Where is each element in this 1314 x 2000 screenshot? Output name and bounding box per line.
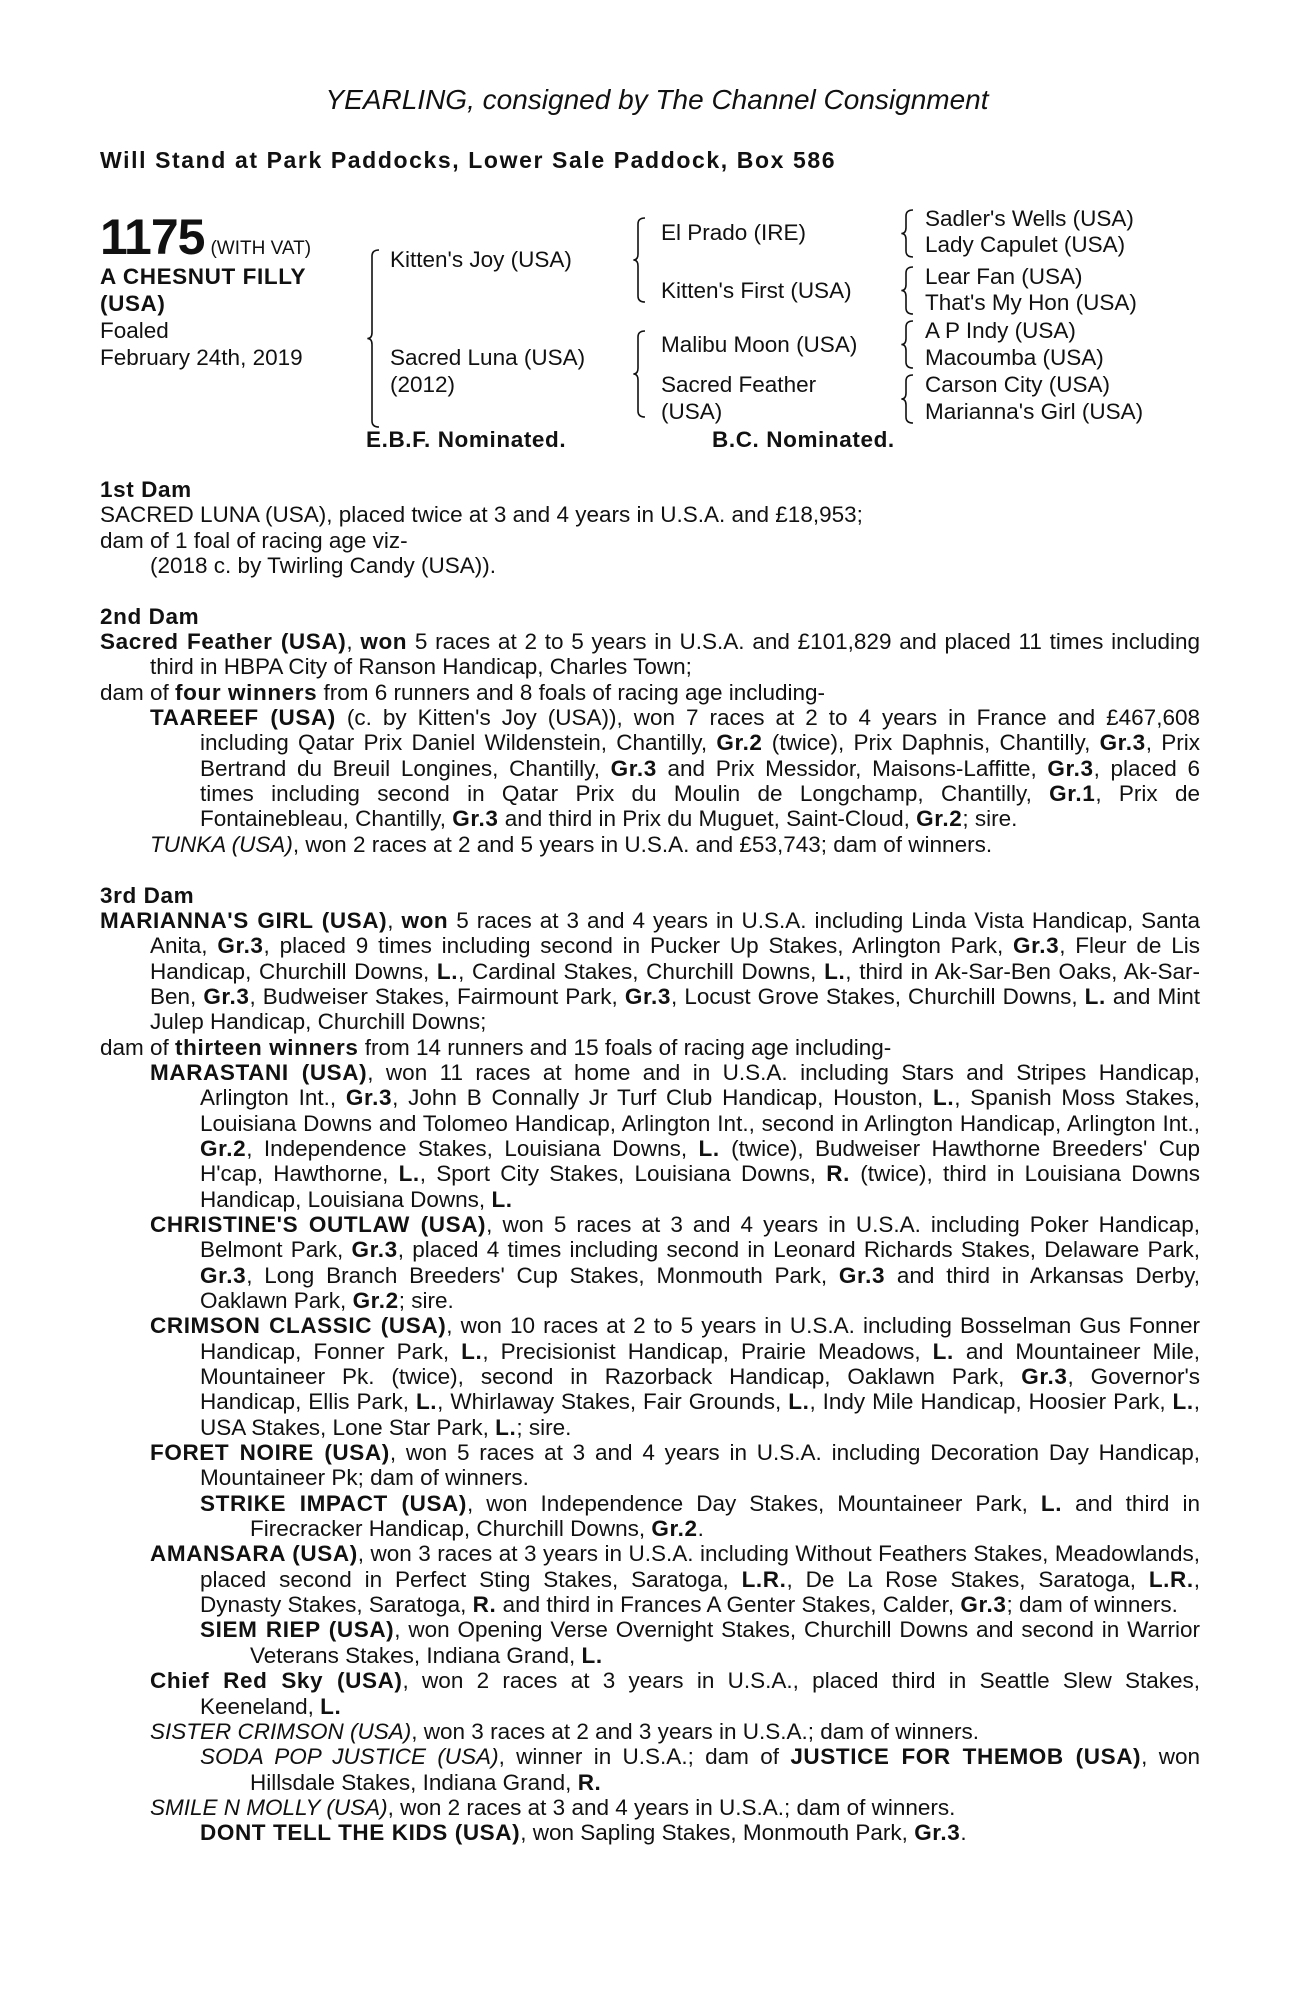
text: , won Independence Day Stakes, Mountaineer Park, [467, 1490, 1041, 1516]
bold-text: Gr.3 [1047, 755, 1094, 781]
italic-text: SODA POP JUSTICE (USA) [200, 1744, 499, 1770]
race-record-paragraph [100, 832, 1200, 857]
italic-text: SISTER CRIMSON (USA) [150, 1718, 412, 1744]
text: , [387, 907, 402, 933]
text: from 14 runners and 15 foals of racing age including- [358, 1034, 892, 1060]
bold-text: L. [1172, 1389, 1194, 1415]
text: (twice), Budweiser Hawthorne Breeders' Cup H'cap, Hawthorne, [200, 1135, 1200, 1187]
text: , placed 4 times including second in Leonard Richards Stakes, Delaware Park, [397, 1237, 1200, 1263]
text: ; sire. [398, 1288, 454, 1313]
bold-text: L. [398, 1161, 420, 1187]
stand-location: Will Stand at Park Paddocks, Lower Sale Paddock, Box 586 [100, 147, 837, 173]
bold-text: L. [415, 1389, 438, 1415]
dam-dam-origin: (USA) [661, 399, 723, 424]
text: SACRED LUNA (USA), placed twice at 3 and 4 years in U.S.A. and £18,953; [100, 502, 863, 528]
dam-dam: Sacred Feather [661, 372, 817, 397]
text: (twice), third in Louisiana Downs Handicap, Louisiana Downs, [200, 1161, 1200, 1212]
text: from 6 runners and 8 foals of racing age including- [317, 679, 826, 705]
bold-text: won [401, 907, 449, 933]
g3-ancestor: A P Indy (USA) [925, 318, 1076, 343]
brace-icon [367, 250, 379, 427]
text: , Locust Grove Stakes, Churchill Downs, [671, 983, 1085, 1009]
text: ; dam of winners. [1006, 1592, 1178, 1618]
text: , won 11 races at home and in U.S.A. including Stars and Stripes Handicap, Arlington Int., [200, 1059, 1201, 1111]
bold-text: Gr.3 [200, 1262, 247, 1288]
section-heading: 2nd Dam [100, 603, 200, 629]
bold-text: Gr.3 [1013, 933, 1060, 959]
brace-icon [633, 331, 645, 417]
bold-text: Gr.1 [1049, 781, 1096, 807]
g3-ancestor: Lady Capulet (USA) [925, 232, 1126, 257]
bold-text: L. [495, 1414, 517, 1440]
race-record-paragraph [100, 528, 1200, 553]
text: and third in Firecracker Handicap, Churchill Downs, [250, 1490, 1200, 1542]
text: and third in Prix du Muguet, Saint-Cloud, [498, 806, 917, 832]
race-record-paragraph [100, 1313, 1200, 1440]
race-record-paragraph [100, 1212, 1200, 1313]
bold-text: L. [933, 1085, 955, 1111]
bold-text: MARASTANI (USA) [150, 1059, 368, 1085]
bold-text: DONT TELL THE KIDS (USA) [200, 1820, 521, 1846]
g3-ancestor: Macoumba (USA) [925, 345, 1104, 370]
bold-text: L. [1084, 983, 1106, 1009]
foaled-date: February 24th, 2019 [100, 345, 303, 370]
text: , Independence Stakes, Louisiana Downs, [246, 1135, 699, 1161]
text: , Dynasty Stakes, Saratoga, [200, 1566, 1200, 1618]
text: , won Hillsdale Stakes, Indiana Grand, [250, 1744, 1200, 1795]
brace-icon [901, 375, 913, 423]
text: , De La Rose Stakes, Saratoga, [786, 1566, 1149, 1592]
race-record-paragraph [100, 629, 1200, 680]
bold-text: Gr.3 [452, 806, 499, 832]
bold-text: L. [788, 1389, 810, 1415]
bold-text: AMANSARA (USA) [150, 1541, 358, 1567]
text: and Mint Julep Handicap, Churchill Downs; [150, 983, 1200, 1035]
text: and Prix Messidor, Maisons-Laffitte, [656, 755, 1048, 781]
brace-icon [633, 218, 645, 302]
text: . [697, 1516, 704, 1542]
text: , Whirlaway Stakes, Fair Grounds, [437, 1389, 789, 1415]
italic-text: TUNKA (USA) [150, 831, 293, 857]
bold-text: Gr.3 [203, 983, 250, 1009]
lot-description: A CHESNUT FILLY [100, 264, 307, 289]
sire-sire: El Prado (IRE) [661, 220, 807, 245]
text: , Prix de Fontainebleau, Chantilly, [200, 781, 1200, 832]
bold-text: FORET NOIRE (USA) [150, 1440, 390, 1466]
bold-text: L. [932, 1338, 954, 1364]
text: , won 10 races at 2 to 5 years in U.S.A. including Bosselman Gus Fonner Handicap, Fonner Park, [200, 1313, 1200, 1364]
bold-text: L.R. [741, 1566, 787, 1592]
text: , won 3 races at 3 years in U.S.A. including Without Feathers Stakes, Meadowlands, placed second in Perfect Sting Stakes, Saratoga, [200, 1541, 1200, 1592]
bold-text: L. [461, 1338, 483, 1364]
race-record-paragraph [100, 1820, 1200, 1845]
bold-text: L. [581, 1642, 603, 1668]
dam-sections [100, 477, 1200, 1871]
bold-text: Gr.2 [200, 1135, 247, 1161]
text: ; sire. [962, 806, 1018, 832]
text: dam of [100, 679, 176, 705]
foaled-label: Foaled [100, 318, 169, 343]
brace-icon [901, 210, 913, 257]
text: , won Sapling Stakes, Monmouth Park, [520, 1820, 915, 1846]
dam-section [100, 477, 1200, 578]
bold-text: MARIANNA'S GIRL (USA) [100, 907, 388, 933]
dam-section [100, 604, 1200, 857]
text: , won 5 races at 3 and 4 years in U.S.A. including Decoration Day Handicap, Mountaineer Pk; dam of winners. [200, 1440, 1200, 1491]
race-record-paragraph [100, 553, 1200, 578]
race-record-paragraph [100, 1668, 1200, 1719]
bold-text: thirteen winners [175, 1034, 359, 1060]
text: , placed 9 times including second in Pucker Up Stakes, Arlington Park, [263, 933, 1014, 959]
ebf-nominated: E.B.F. Nominated. [366, 427, 567, 452]
text: , placed 6 times including second in Qatar Prix du Moulin de Longchamp, Chantilly, [200, 755, 1200, 807]
text: 5 races at 3 and 4 years in U.S.A. including Linda Vista Handicap, Santa Anita, [150, 907, 1200, 959]
text: , winner in U.S.A.; dam of [498, 1744, 791, 1770]
bold-text: CRIMSON CLASSIC (USA) [150, 1313, 447, 1339]
text: dam of [100, 1034, 176, 1060]
race-record-paragraph [100, 1035, 1200, 1060]
text: , won 2 races at 2 and 5 years in U.S.A. and £53,743; dam of winners. [292, 831, 993, 857]
race-record-paragraph [100, 1795, 1200, 1820]
g3-ancestor: That's My Hon (USA) [925, 290, 1137, 315]
g3-ancestor: Sadler's Wells (USA) [925, 206, 1134, 231]
bold-text: Gr.3 [345, 1085, 393, 1111]
dam-section [100, 883, 1200, 1846]
race-record-paragraph [100, 1440, 1200, 1491]
bold-text: L. [1040, 1490, 1063, 1516]
bold-text: Gr.3 [217, 933, 264, 959]
text: and Mountaineer Mile, Mountaineer Pk. (twice), second in Razorback Handicap, Oaklawn Park, [200, 1338, 1200, 1390]
text: , Governor's Handicap, Ellis Park, [200, 1364, 1200, 1415]
bc-nominated: B.C. Nominated. [712, 427, 895, 452]
text: , Prix Bertrand du Breuil Longines, Chantilly, [200, 730, 1200, 781]
brace-icon [901, 321, 913, 368]
bold-text: R. [826, 1161, 850, 1187]
bold-text: L. [698, 1135, 720, 1161]
text: , Indy Mile Handicap, Hoosier Park, [809, 1389, 1173, 1415]
race-record-paragraph [100, 502, 1200, 527]
bold-text: L.R. [1148, 1566, 1194, 1592]
bold-text: Gr.3 [960, 1592, 1007, 1618]
bold-text: Gr.3 [914, 1820, 961, 1846]
race-record-paragraph [100, 1744, 1200, 1795]
bold-text: L. [824, 958, 846, 984]
text: . [960, 1820, 967, 1846]
bold-text: Gr.3 [838, 1262, 886, 1288]
lot-origin: (USA) [100, 291, 166, 316]
brace-icon [901, 267, 913, 314]
bold-text: Gr.2 [651, 1516, 698, 1542]
text: (c. by Kitten's Joy (USA)), won 7 races at 2 to 4 years in France and £467,608 including Qatar Prix Daniel Wildenstein, Chantilly, [200, 705, 1200, 756]
lot-number: 1175 [100, 209, 205, 265]
bold-text: Gr.2 [916, 806, 963, 832]
text: dam of 1 foal of racing age viz- [100, 527, 408, 553]
race-record-paragraph [100, 680, 1200, 705]
text: , Cardinal Stakes, Churchill Downs, [458, 958, 825, 984]
text: and third in Arkansas Derby, Oaklawn Park, [200, 1262, 1201, 1313]
italic-text: SMILE N MOLLY (USA) [150, 1794, 388, 1820]
text: , Budweiser Stakes, Fairmount Park, [249, 983, 625, 1009]
dam: Sacred Luna (USA) [390, 345, 586, 370]
bold-text: L. [491, 1186, 513, 1212]
bold-text: STRIKE IMPACT (USA) [200, 1490, 467, 1516]
bold-text: L. [436, 958, 459, 984]
race-record-paragraph [100, 1541, 1200, 1617]
bold-text: four winners [175, 679, 318, 705]
text: , Long Branch Breeders' Cup Stakes, Monmouth Park, [246, 1262, 839, 1288]
g3-ancestor: Lear Fan (USA) [925, 264, 1083, 289]
race-record-paragraph [100, 1491, 1200, 1542]
bold-text: JUSTICE FOR THEMOB (USA) [790, 1744, 1142, 1770]
text: , Sport City Stakes, Louisiana Downs, [419, 1161, 827, 1187]
text: , won 3 races at 2 and 3 years in U.S.A.; dam of winners. [411, 1718, 980, 1744]
bold-text: L. [320, 1693, 342, 1719]
race-record-paragraph [100, 908, 1200, 1035]
bold-text: SIEM RIEP (USA) [200, 1617, 395, 1643]
text: , won 2 races at 3 years in U.S.A., placed third in Seattle Slew Stakes, Keeneland, [200, 1668, 1201, 1719]
text: , Fleur de Lis Handicap, Churchill Downs, [150, 933, 1200, 984]
bold-text: Gr.3 [1021, 1364, 1068, 1390]
bold-text: TAAREEF (USA) [150, 705, 336, 731]
lot-number-line [100, 208, 311, 266]
text: , won 2 races at 3 and 4 years in U.S.A.; dam of winners. [387, 1794, 956, 1820]
section-heading: 1st Dam [100, 477, 192, 502]
text: , [346, 629, 361, 655]
bold-text: Gr.2 [716, 730, 763, 756]
bold-text: Gr.3 [1099, 730, 1146, 756]
text: , third in Ak-Sar-Ben Oaks, Ak-Sar-Ben, [150, 958, 1201, 1009]
vat-note: (WITH VAT) [210, 238, 312, 259]
race-record-paragraph [100, 1617, 1200, 1668]
bold-text: R. [577, 1769, 602, 1795]
race-record-paragraph [100, 1719, 1200, 1744]
section-heading: 3rd Dam [100, 882, 195, 908]
race-record-paragraph [100, 1060, 1200, 1212]
text: and third in Frances A Genter Stakes, Calder, [496, 1592, 961, 1618]
text: (twice), Prix Daphnis, Chantilly, [762, 730, 1100, 756]
text: , Precisionist Handicap, Prairie Meadows, [482, 1338, 933, 1364]
bold-text: Gr.3 [610, 755, 657, 781]
bold-text: R. [472, 1592, 497, 1618]
bold-text: Sacred Feather (USA) [100, 629, 347, 655]
dam-year: (2012) [390, 372, 456, 397]
bold-text: Gr.3 [351, 1237, 398, 1263]
text: , won Opening Verse Overnight Stakes, Churchill Downs and second in Warrior Veterans Stakes, Indiana Grand, [250, 1617, 1200, 1668]
text: (2018 c. by Twirling Candy (USA)). [150, 553, 496, 579]
race-record-paragraph [100, 705, 1200, 832]
sire-dam: Kitten's First (USA) [661, 278, 852, 303]
text: 5 races at 2 to 5 years in U.S.A. and £101,829 and placed 11 times including third in HBPA City of Ranson Handicap, Charles Town; [150, 629, 1200, 680]
text: ; sire. [516, 1414, 572, 1440]
bold-text: Gr.3 [624, 983, 672, 1009]
dam-sire: Malibu Moon (USA) [661, 332, 858, 357]
g3-ancestor: Carson City (USA) [925, 372, 1111, 397]
bold-text: won [360, 629, 408, 655]
text: , John B Connally Jr Turf Club Handicap, Houston, [392, 1085, 934, 1111]
bold-text: Gr.2 [352, 1288, 399, 1313]
text: , Spanish Moss Stakes, Louisiana Downs and Tolomeo Handicap, Arlington Int., second in Arlington Handicap, Arlington Int., [200, 1085, 1200, 1136]
sire: Kitten's Joy (USA) [390, 247, 572, 272]
bold-text: Chief Red Sky (USA) [150, 1668, 403, 1694]
bold-text: CHRISTINE'S OUTLAW (USA) [150, 1211, 487, 1237]
text: , USA Stakes, Lone Star Park, [200, 1389, 1201, 1440]
page-title: YEARLING, consigned by The Channel Consignment [325, 84, 989, 115]
text: , won 5 races at 3 and 4 years in U.S.A. including Poker Handicap, Belmont Park, [200, 1211, 1200, 1263]
g3-ancestor: Marianna's Girl (USA) [925, 399, 1144, 424]
